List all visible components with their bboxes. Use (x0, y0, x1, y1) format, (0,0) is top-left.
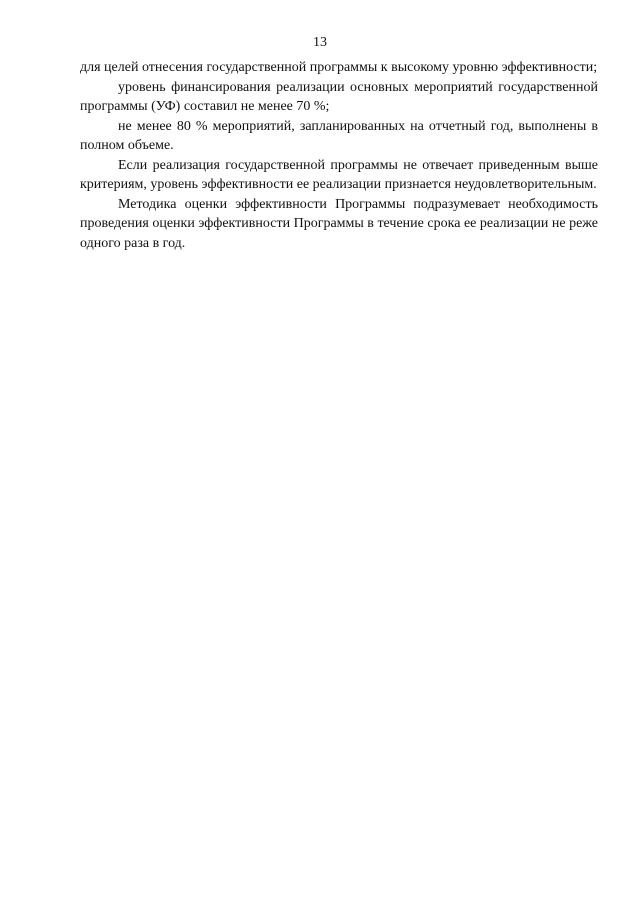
paragraph-measures-completed: не менее 80 % мероприятий, запланированных на отчетный год, выполнены в полном объеме. (80, 118, 598, 153)
document-body (80, 58, 598, 253)
page-number: 13 (313, 35, 327, 50)
paragraph-unsatisfactory-efficiency: Если реализация государственной программы не отвечает приведенным выше критериям, уровень эффективности ее реализации признается неудовлетворительным. (80, 157, 598, 192)
paragraph-funding-level: уровень финансирования реализации основных мероприятий государственной программы (УФ) составил не менее 70 %; (80, 79, 598, 114)
paragraph-evaluation-methodology: Методика оценки эффективности Программы подразумевает необходимость проведения оценки эффективности Программы в течение срока ее реализации не реже одного раза в год. (80, 196, 598, 251)
paragraph-efficiency-criteria-intro: для целей отнесения государственной программы к высокому уровню эффективности; (80, 60, 598, 75)
